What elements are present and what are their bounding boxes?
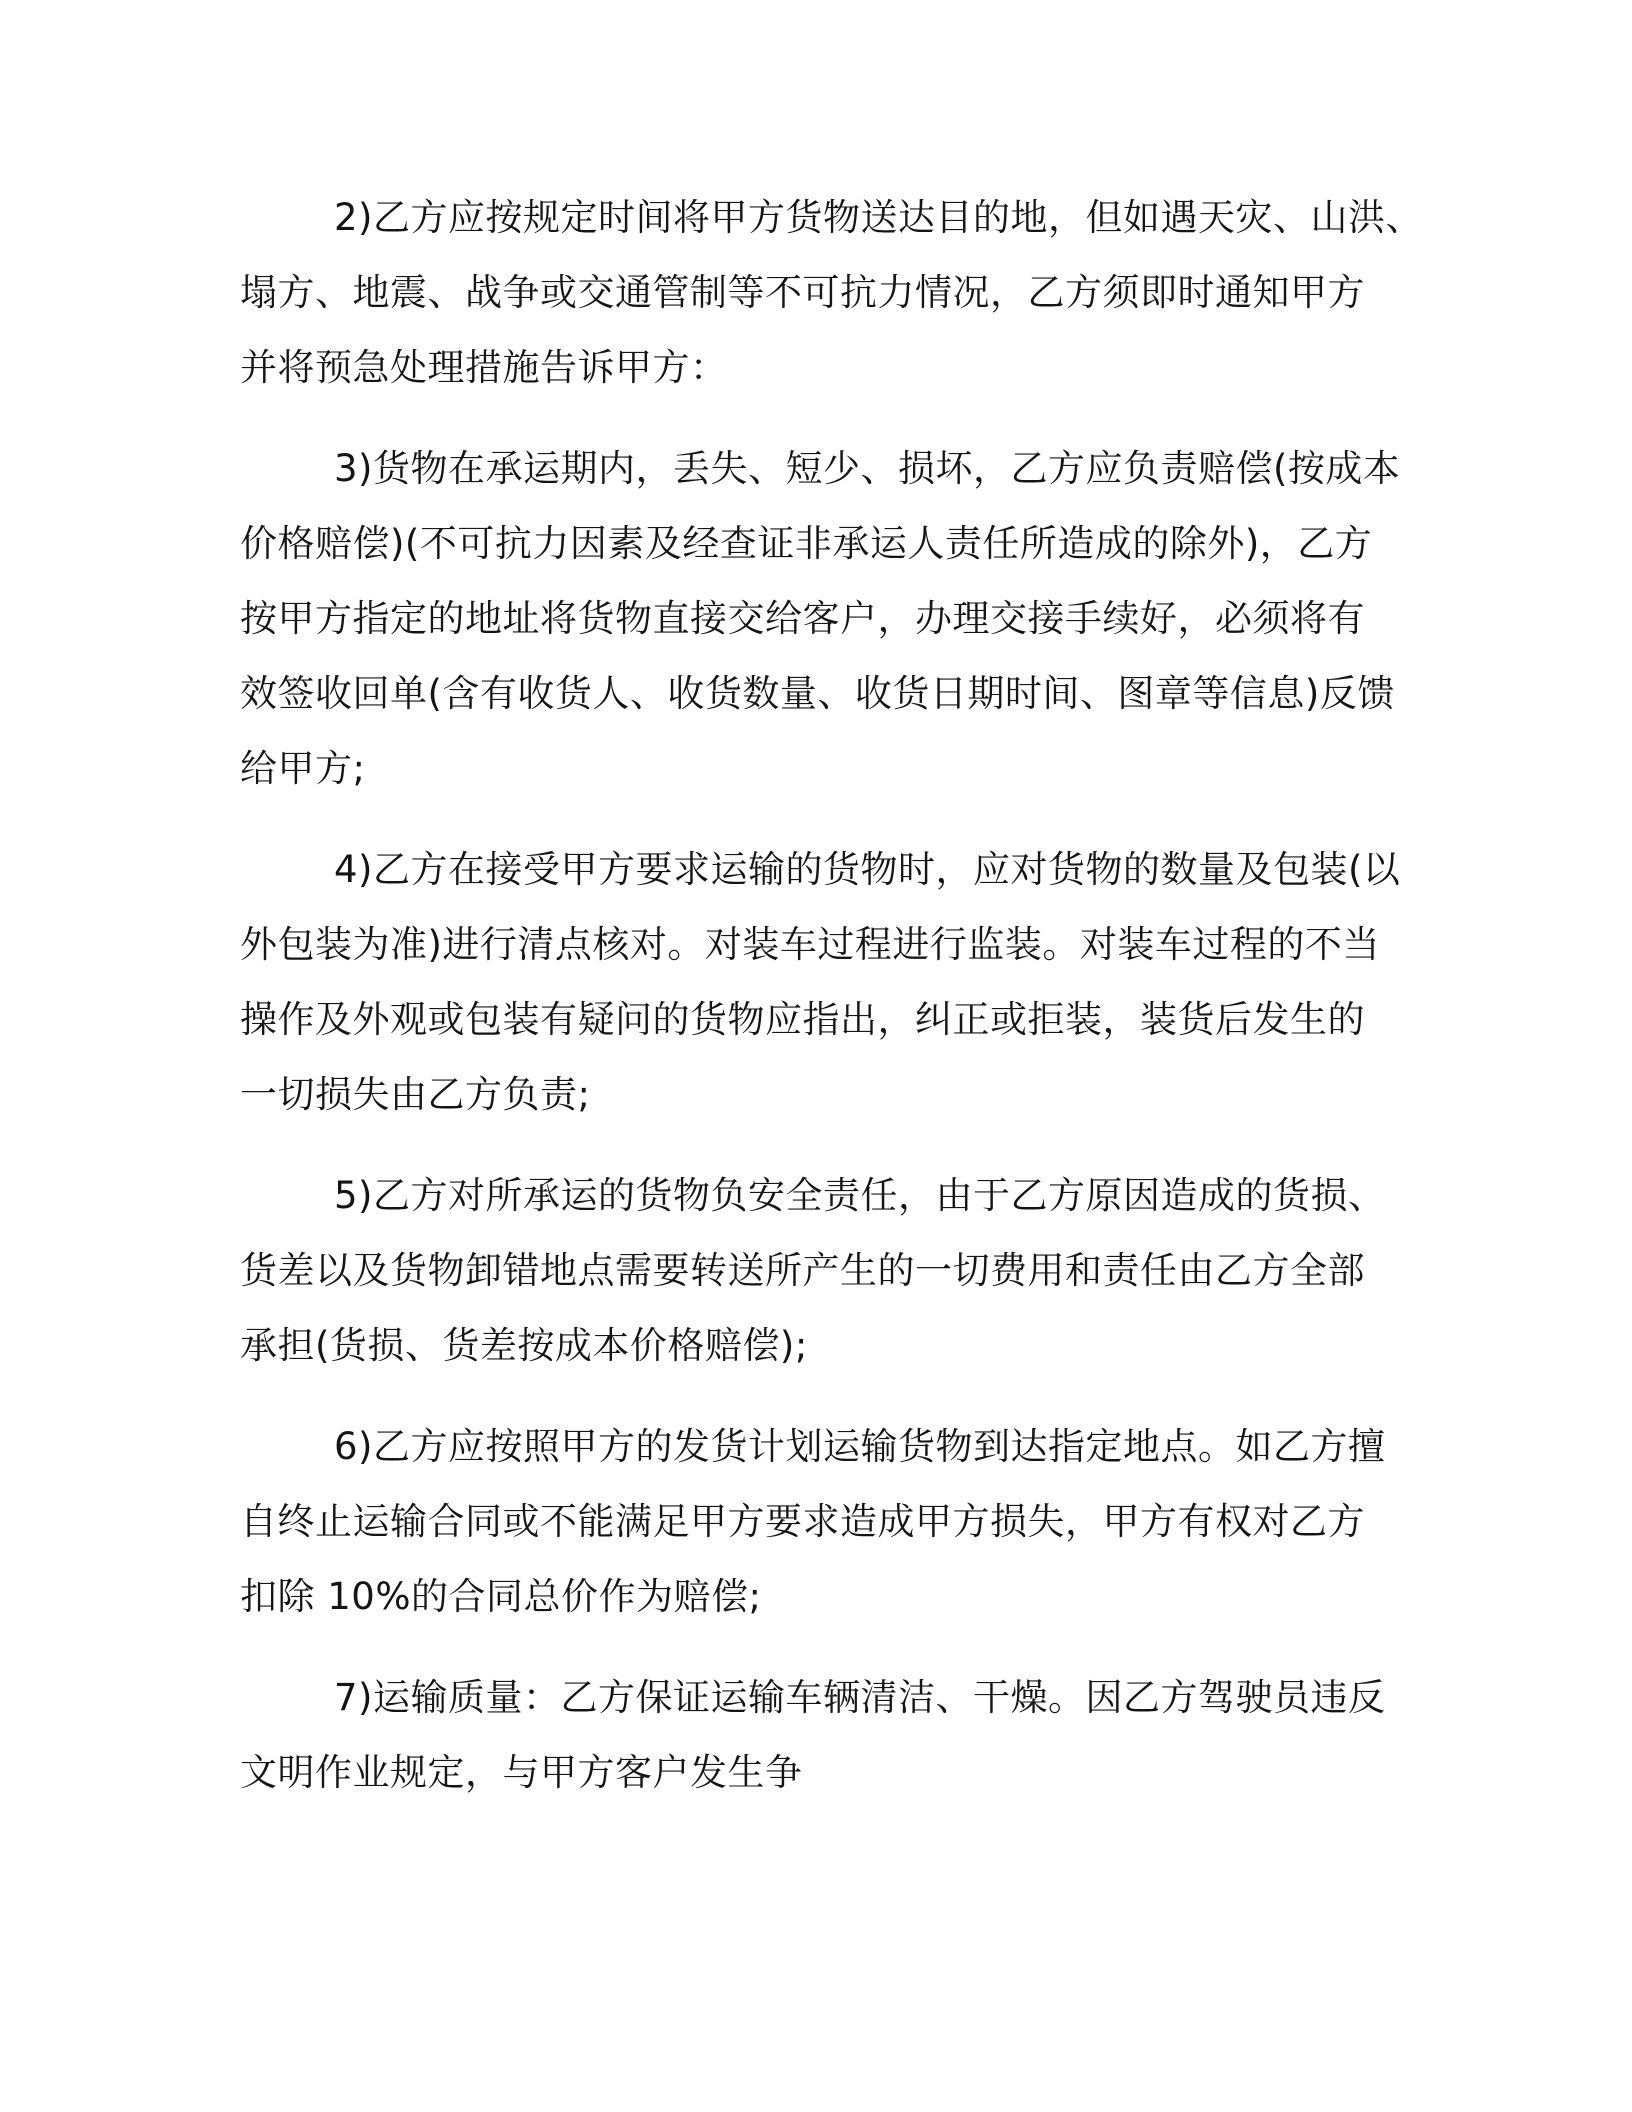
text-line: 并将预急处理措施告诉甲方：: [240, 346, 728, 389]
text-line: 效签收回单(含有收货人、收货数量、收货日期时间、图章等信息)反馈: [240, 672, 1395, 715]
clause-7: [240, 1660, 1386, 1810]
text-line: 2)乙方应按规定时间将甲方货物送达目的地，但如遇天灾、山洪、: [334, 196, 1423, 239]
text-line: 塌方、地震、战争或交通管制等不可抗力情况，乙方须即时通知甲方: [240, 271, 1365, 314]
clause-4: [240, 832, 1401, 1132]
text-line: 自终止运输合同或不能满足甲方要求造成甲方损失，甲方有权对乙方: [240, 1500, 1365, 1543]
text-line: 按甲方指定的地址将货物直接交给客户，办理交接手续好，必须将有: [240, 597, 1365, 640]
text-line: 价格赔偿)(不可抗力因素及经查证非承运人责任所造成的除外)，乙方: [240, 522, 1373, 565]
text-line: 3)货物在承运期内，丢失、短少、损坏，乙方应负责赔偿(按成本: [334, 447, 1401, 490]
text-line: 7)运输质量：乙方保证运输车辆清洁、干燥。因乙方驾驶员违反: [334, 1676, 1386, 1719]
text-line: 一切损失由乙方负责;: [240, 1073, 591, 1116]
clause-2: [240, 180, 1423, 405]
text-line: 货差以及货物卸错地点需要转送所产生的一切费用和责任由乙方全部: [240, 1249, 1365, 1292]
text-line: 6)乙方应按照甲方的发货计划运输货物到达指定地点。如乙方擅: [334, 1425, 1386, 1468]
text-line: 4)乙方在接受甲方要求运输的货物时，应对货物的数量及包装(以: [334, 848, 1401, 891]
text-line: 外包装为准)进行清点核对。对装车过程进行监装。对装车过程的不当: [240, 923, 1380, 966]
text-line: 给甲方;: [240, 747, 366, 790]
text-line: 文明作业规定，与甲方客户发生争: [240, 1751, 803, 1794]
clause-3: [240, 431, 1401, 806]
text-line: 操作及外观或包装有疑问的货物应指出，纠正或拒装，装货后发生的: [240, 998, 1365, 1041]
clause-5: [240, 1158, 1386, 1383]
clause-6: [240, 1409, 1386, 1634]
text-line: 承担(货损、货差按成本价格赔偿);: [240, 1324, 808, 1367]
text-line: 5)乙方对所承运的货物负安全责任，由于乙方原因造成的货损、: [334, 1174, 1386, 1217]
document-body: [240, 180, 1423, 1836]
text-line: 扣除 10%的合同总价作为赔偿;: [240, 1575, 762, 1618]
